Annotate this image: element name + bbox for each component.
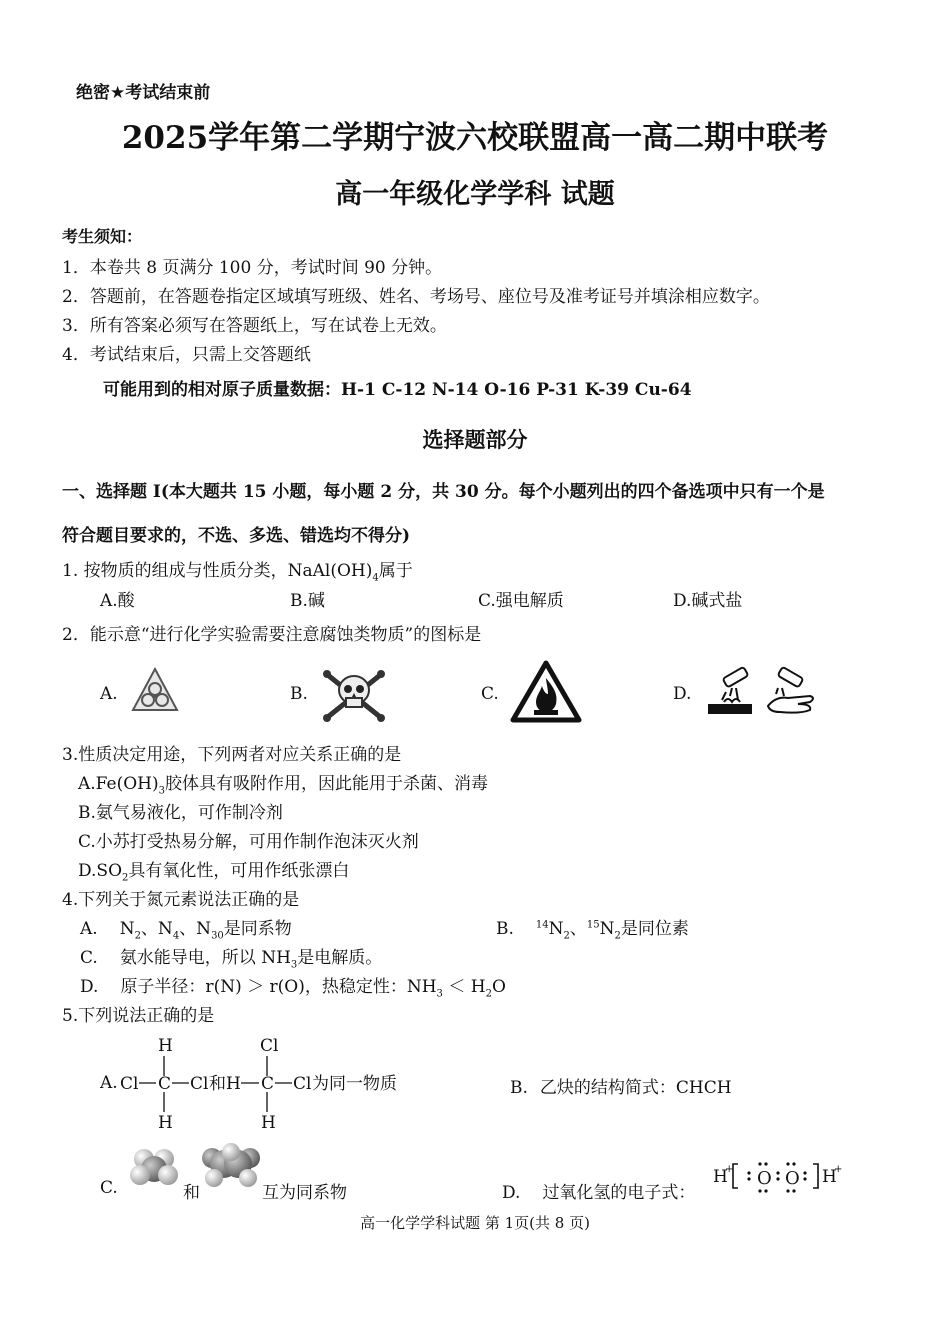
q1-option-c: C.强电解质 (478, 591, 564, 611)
atom-label: C (261, 1074, 275, 1094)
oxygen-label: O (785, 1168, 800, 1189)
space-filling-model-icon (200, 1142, 262, 1192)
q4-option-d: D. 原子半径：r(N) ＞ r(O)，热稳定性：$NH_3 < H_2O$ (80, 977, 506, 1000)
atom-label: H (261, 1113, 276, 1133)
q4-option-a: A. $N_2$、$N_4$、$N_{30}$是同系物 (80, 919, 292, 942)
question-5-stem: 5.下列说法正确的是 (62, 1006, 215, 1026)
suffix-text: 为同一物质 (312, 1074, 397, 1094)
charge-label: + (725, 1164, 734, 1175)
page-footer: 高一化学学科试题 第 1页(共 8 页) (360, 1214, 590, 1232)
section-instruction: 符合题目要求的，不选、多选、错选均不得分) (62, 526, 411, 546)
atom-label: Cl (120, 1074, 139, 1094)
atom-label: H (226, 1074, 241, 1094)
confidential-mark: 绝密★考试结束前 (76, 83, 211, 103)
exam-title: 2025学年第二学期宁波六校联盟高一高二期中联考 (121, 120, 829, 156)
flammable-flame-icon (510, 660, 582, 724)
q1-option-d: D.碱式盐 (673, 591, 743, 611)
q1-option-a: A.酸 (100, 591, 135, 611)
skull-crossbones-icon (321, 666, 387, 722)
hydrogen-label: H (713, 1167, 728, 1187)
q5-option-c-and: 和 (183, 1183, 200, 1203)
notice-heading: 考生须知： (62, 227, 143, 246)
atom-label: Cl (293, 1074, 312, 1094)
notice-item: 3．所有答案必须写在答题纸上，写在试卷上无效。 (62, 316, 447, 336)
question-1-stem: 1. 按物质的组成与性质分类，$NaAl(OH)_4$属于 (62, 561, 413, 584)
q2-option-b-label: B. (290, 684, 308, 704)
section-title: 选择题部分 (422, 427, 528, 452)
conjunction: 和 (209, 1074, 226, 1094)
q5-option-c-label: C. (100, 1178, 118, 1198)
exam-subtitle: 高一年级化学学科 试题 (335, 179, 615, 210)
q5-option-a-label: A. (100, 1073, 118, 1093)
radiation-trefoil-icon (130, 666, 180, 716)
atom-label: H (158, 1113, 173, 1133)
atom-label: H (158, 1036, 173, 1056)
q2-option-a-label: A. (100, 684, 118, 704)
question-3-stem: 3.性质决定用途，下列两者对应关系正确的是 (62, 745, 402, 765)
notice-item: 4．考试结束后，只需上交答题纸 (62, 345, 311, 365)
corrosive-hazard-icon (706, 666, 820, 716)
hydrogen-label: H (822, 1167, 837, 1187)
q5-option-c-tail: 互为同系物 (262, 1183, 347, 1203)
section-instruction: 一、选择题 I(本大题共 15 小题，每小题 2 分，共 30 分。每个小题列出的四个备选项中只有一个是 (62, 482, 825, 502)
atom-label: Cl (260, 1036, 279, 1056)
notice-item: 2．答题前，在答题卷指定区域填写班级、姓名、考场号、座位号及准考证号并填涂相应数字。 (62, 287, 770, 307)
q3-option-d: $D.SO_2$具有氧化性，可用作纸张漂白 (78, 861, 350, 884)
q5-option-d: D. 过氧化氢的电子式： (502, 1183, 696, 1203)
q3-option-a: $A.Fe(OH)_3$胶体具有吸附作用，因此能用于杀菌、消毒 (78, 774, 489, 797)
atomic-mass-data: 可能用到的相对原子质量数据：H-1 C-12 N-14 O-16 P-31 K-39 Cu-64 (103, 380, 692, 400)
q1-option-b: B.碱 (290, 591, 325, 611)
question-4-stem: 4.下列关于氮元素说法正确的是 (62, 890, 300, 910)
electron-formula-h2o2 (712, 1158, 846, 1194)
atom-label: C (158, 1074, 172, 1094)
q5-structural-formulas (118, 1034, 414, 1134)
q4-option-c: C. 氨水能导电，所以 $NH_3$是电解质。 (80, 948, 383, 971)
oxygen-label: O (757, 1168, 772, 1189)
q3-option-b: B.氨气易液化，可作制冷剂 (78, 803, 283, 823)
q4-option-b: B. $^{14}N_2$、$^{15}N_2$是同位素 (496, 919, 689, 942)
atom-label: Cl (190, 1074, 209, 1094)
q5-option-b: B. 乙炔的结构简式：CHCH (510, 1078, 732, 1098)
notice-item: 1．本卷共 8 页满分 100 分，考试时间 90 分钟。 (62, 258, 443, 278)
q2-option-c-label: C. (481, 684, 499, 704)
question-2-stem: 2．能示意“进行化学实验需要注意腐蚀类物质”的图标是 (62, 625, 482, 645)
q2-option-d-label: D. (673, 684, 692, 704)
q3-option-c: C.小苏打受热易分解，可用作制作泡沫灭火剂 (78, 832, 419, 852)
charge-label: + (834, 1164, 843, 1175)
space-filling-model-icon (128, 1145, 182, 1189)
